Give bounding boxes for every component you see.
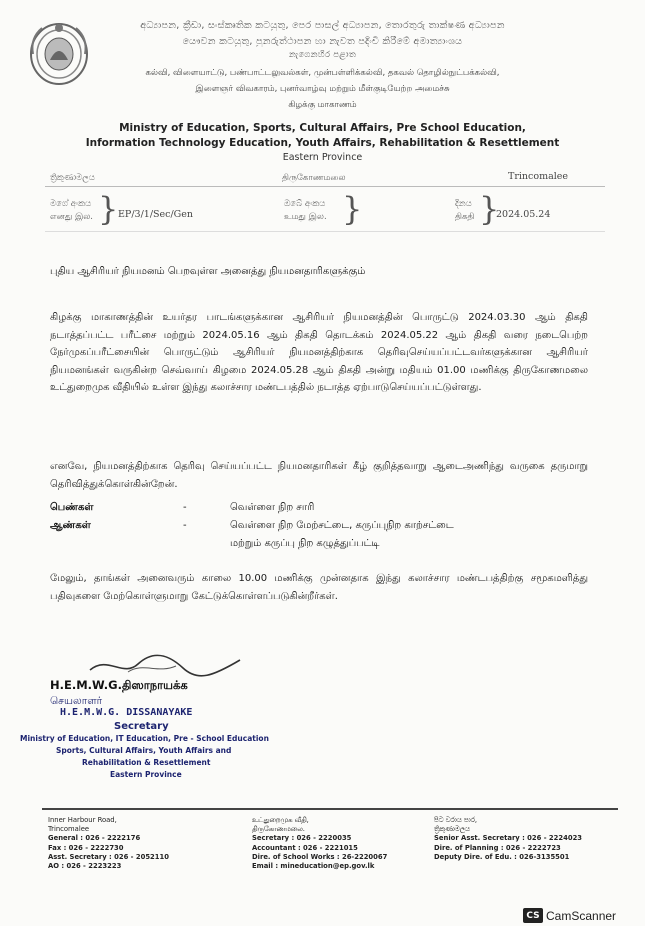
header-sinhala-line-1: අධ්‍යාපන, ක්‍රීඩා, සංස්කෘතික කටයුතු, පෙර පාසල් අධ්‍යාපන, තොරතුරු තාක්ෂණ අධ්‍යාපන: [140, 20, 505, 31]
body-paragraph-1: கிழக்கு மாகாணத்தின் உயர்தர பாடங்களுக்கான ஆசிரியர் நியமனத்தின் பொருட்டு 2024.03.30 ஆம் திகதி நடாத்தப்பட்ட பரீட்சை மற்றும் 2024.05.16 ஆம் திகதி தொடக்கம் 2024.05.22 ஆம் திகதி வரை நடைபெற்ற நேர்முகப்பரீட்சையின் பொருட்டும் ஆசிரியர் நியமனத்திற்காக தெரிவுசெய்யப்பட்டவர்களுக்கான ஆசிரியர் நியமனங்கள் வருகின்ற செவ்வாய் கிழமை 2024.05.28 ஆம் திகதி அன்று மதியம் 01.00 மணிக்கு திருகோணமலை உட்துறைமுக வீதியில் உள்ள இந்து கலாச்சார மண்டபத்தில் நடாத்த ஏற்பாடுசெய்யப்பட்டுள்ளது.: [50, 312, 588, 393]
footer-planning-phone: Dire. of Planning : 026 - 2222723: [434, 843, 561, 852]
ministry-name-en-line-1: Ministry of Education, Sports, Cultural Affairs, Pre School Education,: [119, 122, 526, 134]
header-tamil-line-1: கல்வி, விளையாட்டு, பண்பாட்டலுவல்கள், முன்பள்ளிக்கல்வி, தகவல் தொழில்நுட்பக்கல்வி,: [145, 68, 500, 78]
dress-attire: வெள்ளை நிற மேற்சட்டை, கருப்புநிற காற்சட்டை: [230, 520, 454, 531]
camscanner-text: CamScanner: [546, 908, 617, 923]
footer-accountant-phone: Accountant : 026 - 2221015: [252, 843, 358, 852]
footer-mid-header-1: உட்துறைமுக வீதி,: [252, 816, 309, 824]
header-sinhala-line-3: නැගෙනහිර පළාත: [288, 50, 357, 60]
footer-asst-secretary-phone: Asst. Secretary : 026 - 2052110: [48, 852, 169, 861]
my-number-value: EP/3/1/Sec/Gen: [118, 209, 193, 220]
footer-deputy-director-phone: Deputy Dire. of Edu. : 026-3135501: [434, 852, 570, 861]
letter-subject: புதிய ஆசிரியர் நியமனம் பெறவுள்ள அனைத்து நியமனதாரிகளுக்கும்: [50, 266, 366, 277]
dress-attire: வெள்ளை நிற சாரி: [230, 502, 315, 513]
province-name-en: Eastern Province: [282, 152, 363, 163]
my-number-label-tamil: எனது இல.: [50, 212, 93, 222]
handwritten-signature: [88, 650, 243, 680]
dress-separator: -: [183, 520, 187, 531]
ministry-name-en-line-2: Information Technology Education, Youth Affairs, Rehabilitation & Resettlement: [85, 137, 560, 149]
body-paragraph-3: மேலும், தாங்கள் அனைவரும் காலை 10.00 மணிக்கு முன்னதாக இந்து கலாச்சார மண்டபத்திற்கு சமூகமளித்து பதிவுகளை மேற்கொள்ளுமாறு கேட்டுக்கொள்ளப்படுகின்றீர்கள்.: [50, 573, 588, 602]
footer-email: Email : mineducation@ep.gov.lk: [252, 862, 375, 871]
footer-middle-column: [252, 816, 387, 871]
footer-right-header-2: ත්‍රිකුණාමලය: [434, 825, 470, 834]
footer-divider: [42, 808, 618, 810]
stamp-line-3: Rehabilitation & Resettlement: [82, 758, 211, 767]
date-label-tamil: திகதி: [455, 212, 475, 222]
place-english: Trincomalee: [508, 171, 569, 182]
body-paragraph-2: எனவே, நியமனத்திற்காக தெரிவு செய்யப்பட்ட நியமனதாரிகள் கீழ் குறித்தவாறு ஆடைஅணிந்து வருகை தருமாறு தெரிவித்துக்கொள்கின்றேன்.: [50, 461, 588, 490]
footer-right-header-1: පිට වරාය පාර,: [434, 816, 478, 824]
footer-address-line-2: Trincomalee: [48, 825, 90, 834]
footer-left-column: [48, 816, 169, 871]
stamp-name-english: H.E.M.W.G. DISSANAYAKE: [60, 707, 193, 718]
stamp-title-english: Secretary: [114, 721, 169, 732]
camscanner-watermark: [523, 907, 616, 924]
brace-icon: }: [479, 190, 500, 228]
date-value: 2024.05.24: [496, 209, 551, 220]
place-tamil: திருகோணமலை: [282, 173, 346, 183]
stamp-line-2: Sports, Cultural Affairs, Youth Affairs and: [56, 746, 232, 755]
header-sinhala-line-2: යෞවන කටයුතු, පුනරුත්ථාපන හා නැවත පදිංචි කිරීමේ අමාත්‍යාංශය: [182, 36, 463, 47]
stamp-line-1: Ministry of Education, IT Education, Pre - School Education: [20, 734, 269, 743]
stamp-title-tamil: செயலாளர்: [50, 695, 103, 707]
footer-fax: Fax : 026 - 2222730: [48, 843, 124, 852]
footer-secretary-phone: Secretary : 026 - 2220035: [252, 834, 352, 843]
reference-bottom-rule: [45, 231, 605, 232]
camscanner-logo-icon: CS: [523, 908, 543, 923]
reference-top-rule: [45, 186, 605, 187]
dress-separator: -: [183, 502, 187, 513]
header-tamil-line-3: கிழக்கு மாகாணம்: [288, 100, 357, 110]
stamp-line-4: Eastern Province: [110, 770, 182, 779]
footer-right-column: [434, 816, 582, 862]
signatory-name-tamil: H.E.M.W.G.திஸாநாயக்க: [50, 678, 188, 692]
your-number-label-sinhala: ඔබේ අංකය: [284, 199, 326, 209]
brace-icon: }: [98, 190, 119, 228]
header-tamil-line-2: இளைஞர் விவகாரம், புனர்வாழ்வு மற்றும் மீள்குடியேற்ற அமைச்சு: [195, 84, 450, 94]
footer-senior-asst-secretary-phone: Senior Asst. Secretary : 026 - 2224023: [434, 834, 583, 843]
footer-mid-header-2: திருகோணமலை.: [252, 825, 305, 834]
dress-gender: பெண்கள்: [50, 502, 94, 513]
dress-attire: மற்றும் கருப்பு நிற கழுத்துப்பட்டி: [230, 538, 380, 549]
place-sinhala: ත්‍රිකුණාමලය: [50, 173, 95, 183]
footer-ao-phone: AO : 026 - 2223223: [48, 862, 122, 871]
footer-address-line-1: Inner Harbour Road,: [48, 816, 117, 824]
my-number-label-sinhala: මගේ අංකය: [50, 199, 92, 209]
footer-general-phone: General : 026 - 2222176: [48, 834, 141, 843]
date-label-sinhala: දිනය: [455, 199, 472, 209]
footer-school-works-phone: Dire. of School Works : 26-2220067: [252, 852, 388, 861]
your-number-label-tamil: உமது இல.: [284, 212, 327, 222]
dress-gender: ஆண்கள்: [50, 520, 91, 531]
brace-icon: }: [342, 190, 363, 228]
